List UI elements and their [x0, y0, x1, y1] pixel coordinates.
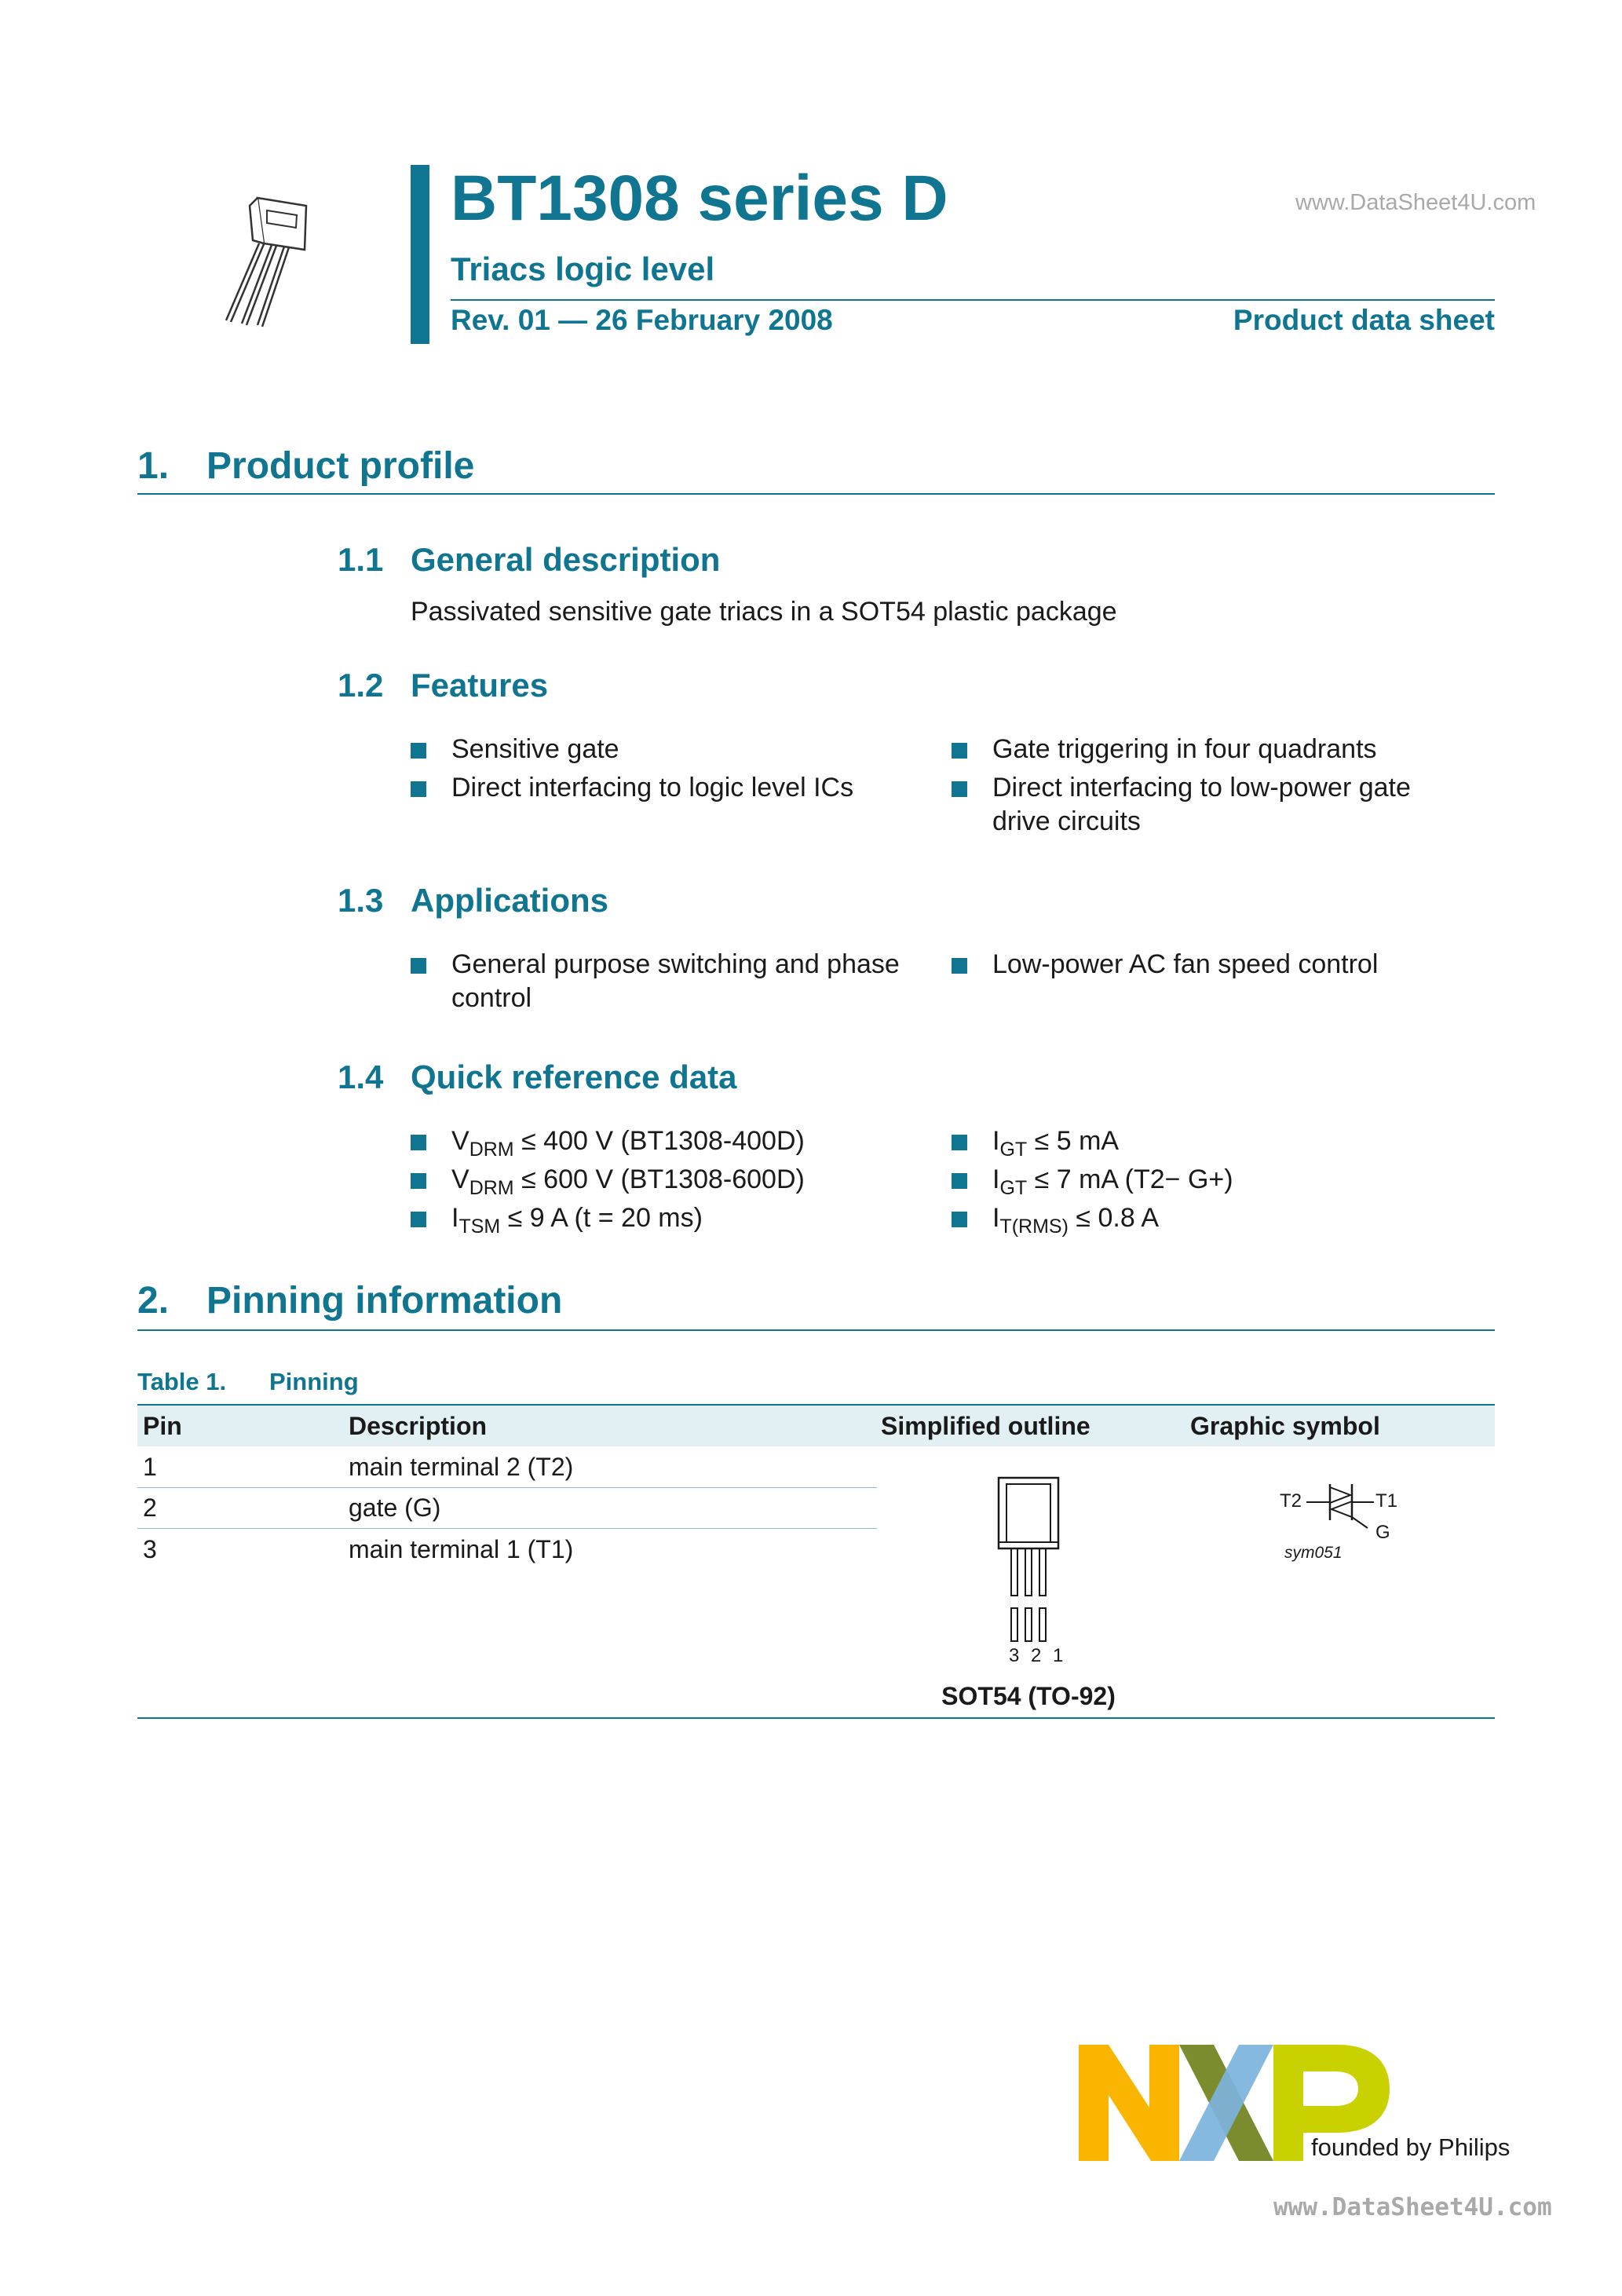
bullet-icon	[411, 743, 426, 759]
subsection-number: 1.4	[338, 1058, 384, 1095]
table-cell-description: main terminal 1 (T1)	[349, 1535, 574, 1563]
triac-symbol	[1305, 1476, 1375, 1531]
sot54-outline-icon	[997, 1476, 1060, 1645]
bullet-icon	[952, 1212, 967, 1227]
table-header-description: Description	[349, 1412, 488, 1440]
bullet-icon	[411, 1135, 426, 1150]
symbol-code: sym051	[1284, 1544, 1343, 1562]
table-bottom-border	[137, 1717, 1495, 1719]
outline-pin-numbers: 3 2 1	[1009, 1645, 1067, 1666]
table-header-symbol: Graphic symbol	[1190, 1412, 1380, 1440]
subsection-number: 1.2	[338, 667, 384, 704]
table-cell-description: main terminal 2 (T2)	[349, 1453, 574, 1481]
bullet-icon	[952, 958, 967, 974]
table-cell-pin: 2	[143, 1493, 157, 1522]
table-header-outline: Simplified outline	[881, 1412, 1090, 1440]
list-item-itrms: $I_{T(RMS)} \le 0.8$ A	[952, 1201, 1493, 1235]
section-heading-product-profile	[137, 444, 474, 489]
table-cell-pin: 1	[143, 1453, 157, 1481]
document-subtitle: Triacs logic level	[451, 250, 715, 287]
table-title: Pinning	[269, 1368, 359, 1395]
bullet-icon	[411, 1173, 426, 1189]
list-item-itsm: $I_{TSM} \le 9$ A (t = 20 ms)	[411, 1201, 944, 1235]
sot54-outline-drawing	[997, 1476, 1060, 1645]
logo-tagline: founded by Philips	[1311, 2133, 1511, 2161]
subsection-number: 1.3	[338, 882, 384, 919]
list-item: Direct interfacing to logic level ICs	[411, 771, 913, 805]
bullet-icon	[411, 1212, 426, 1227]
header-divider	[451, 299, 1495, 301]
section-heading-pinning	[137, 1278, 562, 1324]
subsection-heading-quick-reference	[338, 1058, 737, 1097]
package-thumbnail	[218, 188, 320, 330]
subsection-heading-applications	[338, 881, 608, 920]
list-item-igt-7: $I_{GT} \le 7$ mA (T2− G+)	[952, 1163, 1493, 1197]
document-title: BT1308 series D	[451, 163, 948, 234]
symbol-label-g: G	[1375, 1522, 1390, 1543]
subsection-title: Quick reference data	[411, 1058, 737, 1095]
table-cell-pin: 3	[143, 1535, 157, 1563]
symbol-label-t2: T2	[1280, 1490, 1302, 1512]
subsection-heading-features	[338, 666, 548, 705]
bullet-icon	[952, 1173, 967, 1189]
subsection-title: Applications	[411, 882, 609, 919]
list-item-igt-5: $I_{GT} \le 5$ mA	[952, 1124, 1493, 1158]
list-item: Sensitive gate	[411, 733, 913, 766]
table-caption	[137, 1366, 359, 1398]
table-number: Table 1.	[137, 1368, 227, 1395]
bullet-icon	[952, 781, 967, 797]
bullet-icon	[411, 958, 426, 974]
revision-date: Rev. 01 — 26 February 2008	[451, 304, 833, 336]
list-item: Gate triggering in four quadrants	[952, 733, 1493, 766]
general-description-text: Passivated sensitive gate triacs in a SOT54 plastic package	[411, 597, 1117, 627]
outline-caption: SOT54 (TO-92)	[941, 1682, 1116, 1710]
section-title: Product profile	[206, 445, 475, 487]
to92-package-icon	[218, 188, 320, 330]
triac-symbol-icon	[1305, 1476, 1375, 1531]
list-item-vdrm-600: $V_{DRM} \le 600$ V (BT1308-600D)	[411, 1163, 944, 1197]
table-header-pin: Pin	[143, 1412, 182, 1440]
section-number: 2.	[137, 1280, 170, 1322]
bullet-icon	[411, 781, 426, 797]
section-divider	[137, 493, 1495, 495]
table-row-divider	[137, 1528, 877, 1529]
subsection-title: General description	[411, 541, 721, 578]
subsection-heading-general-description	[338, 540, 720, 579]
table-row-divider	[137, 1487, 877, 1488]
list-item: General purpose switching and phase control	[411, 948, 944, 1015]
list-item: Low-power AC fan speed control	[952, 948, 1493, 982]
bullet-icon	[952, 743, 967, 759]
subsection-title: Features	[411, 667, 549, 704]
section-title: Pinning information	[206, 1280, 563, 1322]
bullet-icon	[952, 1135, 967, 1150]
watermark-top: www.DataSheet4U.com	[1295, 190, 1536, 215]
watermark-bottom: www.DataSheet4U.com	[1273, 2193, 1552, 2221]
symbol-label-t1: T1	[1375, 1490, 1398, 1512]
document-type: Product data sheet	[1233, 304, 1495, 336]
header-accent-bar	[411, 165, 429, 344]
section-number: 1.	[137, 445, 170, 487]
section-divider	[137, 1329, 1495, 1331]
list-item: Direct interfacing to low-power gate drive circuits	[952, 771, 1493, 839]
subsection-number: 1.1	[338, 541, 384, 578]
list-item-vdrm-400: $V_{DRM} \le 400$ V (BT1308-400D)	[411, 1124, 944, 1158]
table-cell-description: gate (G)	[349, 1493, 441, 1522]
